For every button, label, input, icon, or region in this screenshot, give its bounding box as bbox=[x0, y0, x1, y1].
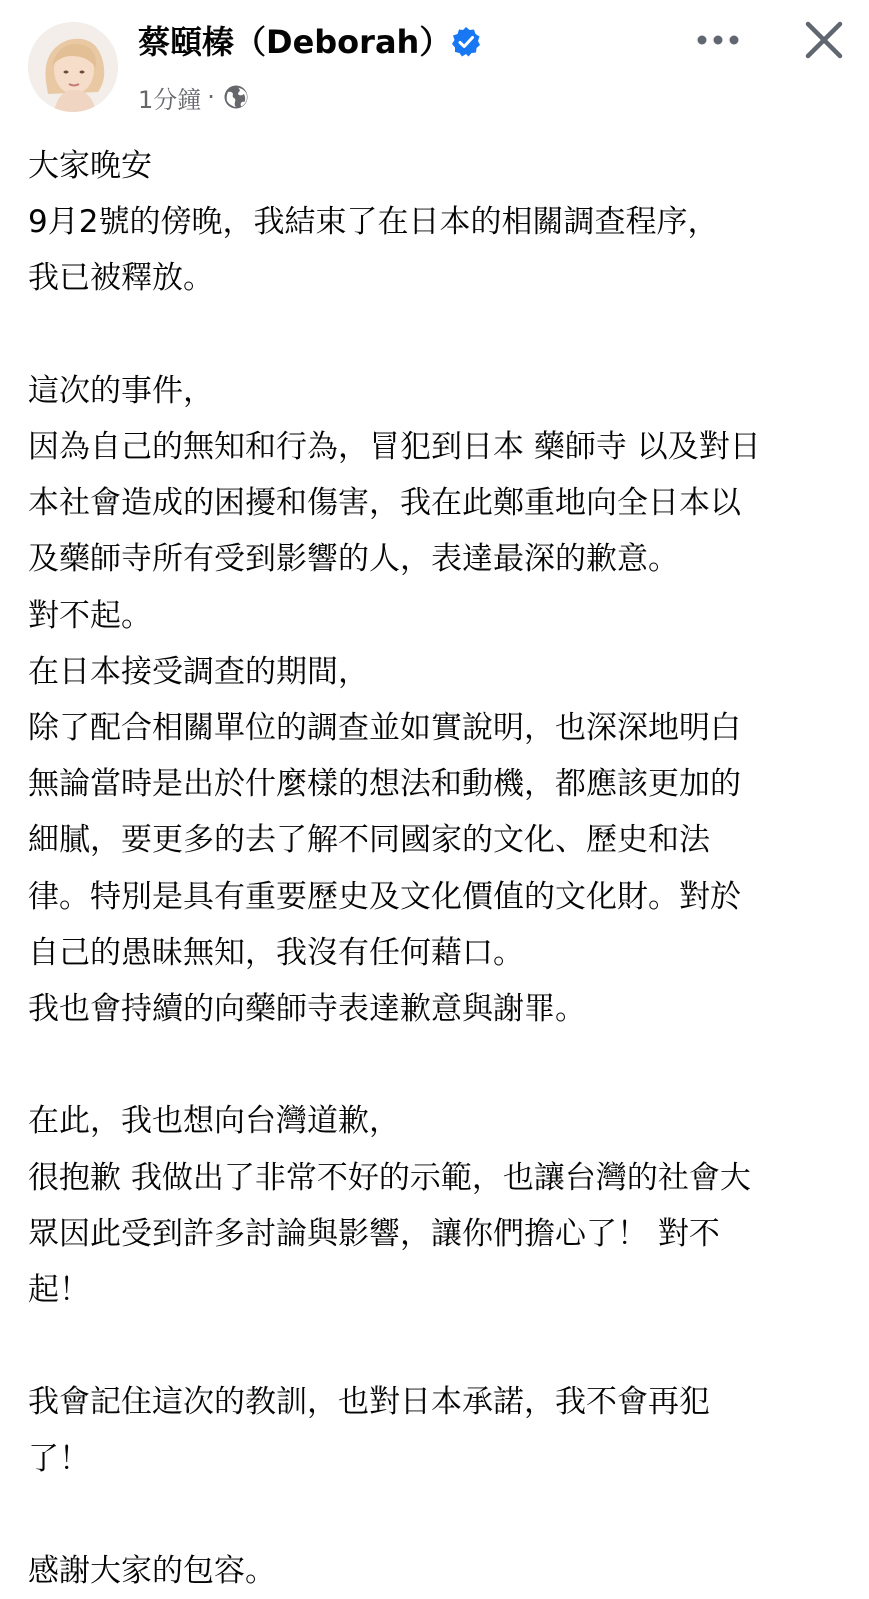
more-options-button[interactable] bbox=[690, 18, 746, 62]
text-line: 無論當時是出於什麼樣的想法和動機，都應該更加的 bbox=[28, 766, 741, 803]
paragraph-gap bbox=[28, 1318, 848, 1374]
text-line: 我也會持續的向藥師寺表達歉意與謝罪。 bbox=[28, 991, 586, 1028]
close-button[interactable] bbox=[796, 12, 852, 68]
timestamp[interactable]: 1分鐘 bbox=[138, 85, 202, 114]
more-options-icon bbox=[690, 18, 746, 62]
author-name[interactable]: 蔡頤榛（Deborah） bbox=[138, 23, 452, 61]
text-line: 對不起。 bbox=[28, 597, 152, 634]
post-header bbox=[0, 0, 869, 130]
paragraph-greeting bbox=[28, 138, 848, 307]
post-text bbox=[28, 138, 848, 1599]
avatar[interactable] bbox=[28, 22, 118, 112]
text-line: 了！ bbox=[28, 1440, 90, 1477]
meta-separator: · bbox=[207, 83, 215, 111]
verified-badge-icon bbox=[450, 26, 482, 58]
text-line: 大家晚安 bbox=[28, 148, 152, 184]
text-line: 這次的事件， bbox=[28, 372, 214, 409]
text-line: 因為自己的無知和行為，冒犯到日本 藥師寺 以及對日 bbox=[28, 429, 761, 465]
text-line: 很抱歉 我做出了非常不好的示範，也讓台灣的社會大 bbox=[28, 1159, 751, 1196]
text-line: 自己的愚昧無知，我沒有任何藉口。 bbox=[28, 934, 524, 971]
text-line: 律。特別是具有重要歷史及文化價值的文化財。對於 bbox=[28, 878, 741, 915]
text-line: 細膩，要更多的去了解不同國家的文化、歷史和法 bbox=[28, 822, 710, 859]
text-line: 及藥師寺所有受到影響的人，表達最深的歉意。 bbox=[28, 541, 679, 578]
text-line: 在此，我也想向台灣道歉， bbox=[28, 1103, 400, 1140]
paragraph-gap bbox=[28, 1037, 848, 1093]
text-line: 感謝大家的包容。 bbox=[28, 1553, 276, 1590]
text-line: 9月2號的傍晚，我結束了在日本的相關調查程序， bbox=[28, 204, 719, 241]
avatar-image bbox=[28, 22, 118, 112]
close-icon bbox=[796, 12, 852, 68]
text-line: 我會記住這次的教訓，也對日本承諾，我不會再犯 bbox=[28, 1384, 710, 1421]
text-line: 本社會造成的困擾和傷害，我在此鄭重地向全日本以 bbox=[28, 485, 741, 522]
text-line: 在日本接受調查的期間， bbox=[28, 653, 369, 690]
text-line: 除了配合相關單位的調查並如實說明，也深深地明白 bbox=[28, 710, 741, 747]
text-line: 我已被釋放。 bbox=[28, 260, 214, 297]
text-line: 起！ bbox=[28, 1272, 90, 1309]
globe-icon bbox=[223, 84, 249, 110]
paragraph-gap bbox=[28, 1487, 848, 1543]
post-meta bbox=[138, 80, 249, 114]
paragraph-apology-taiwan bbox=[28, 1093, 848, 1318]
text-line: 眾因此受到許多討論與影響，讓你們擔心了！ 對不 bbox=[28, 1215, 720, 1252]
paragraph-promise bbox=[28, 1374, 848, 1486]
paragraph-thanks bbox=[28, 1543, 848, 1599]
paragraph-gap bbox=[28, 307, 848, 363]
paragraph-apology-japan bbox=[28, 363, 848, 1037]
